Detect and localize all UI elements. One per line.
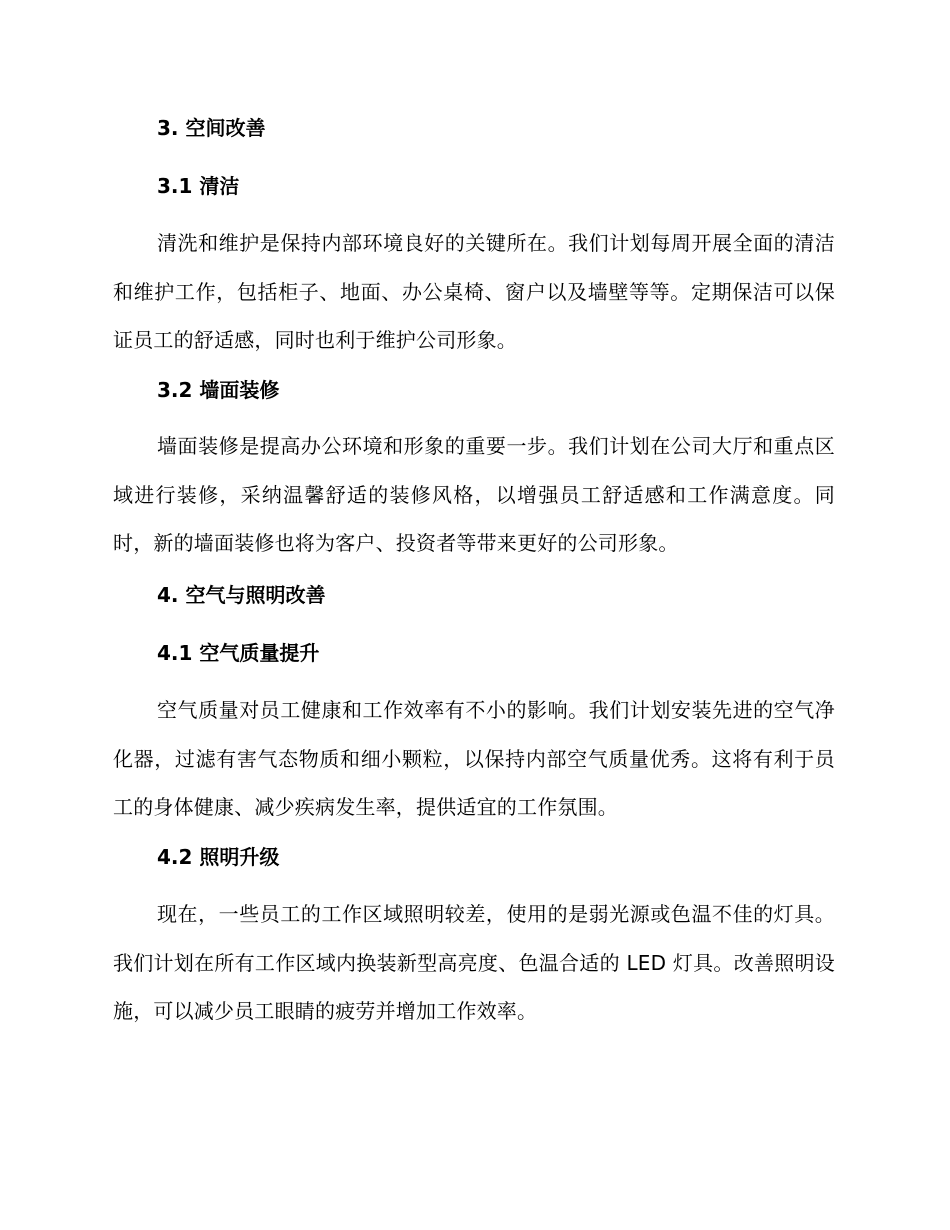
- section-heading-air-lighting: 4. 空气与照明改善: [157, 583, 326, 607]
- subsection-heading-lighting: 4.2 照明升级: [157, 845, 280, 869]
- subsection-heading-wall-renovation: 3.2 墙面装修: [157, 378, 280, 402]
- paragraph-lighting: 现在，一些员工的工作区域照明较差，使用的是弱光源或色温不佳的灯具。我们计划在所有工作区域内换装新型高亮度、色温合适的 LED 灯具。改善照明设施，可以减少员工眼睛的疲劳并增加工作效率。: [113, 902, 835, 1023]
- paragraph-cleaning: 清洗和维护是保持内部环境良好的关键所在。我们计划每周开展全面的清洁和维护工作，包括柜子、地面、办公桌椅、窗户以及墙壁等等。定期保洁可以保证员工的舒适感，同时也利于维护公司形象。: [113, 231, 835, 352]
- subsection-heading-cleaning: 3.1 清洁: [157, 174, 240, 198]
- paragraph-air-quality: 空气质量对员工健康和工作效率有不小的影响。我们计划安装先进的空气净化器，过滤有害气态物质和细小颗粒，以保持内部空气质量优秀。这将有利于员工的身体健康、减少疾病发生率，提供适宜的工作氛围。: [113, 698, 835, 819]
- section-heading-space-improvement: 3. 空间改善: [157, 116, 266, 140]
- paragraph-wall-renovation: 墙面装修是提高办公环境和形象的重要一步。我们计划在公司大厅和重点区域进行装修，采纳温馨舒适的装修风格，以增强员工舒适感和工作满意度。同时，新的墙面装修也将为客户、投资者等带来更好的公司形象。: [113, 434, 835, 555]
- subsection-heading-air-quality: 4.1 空气质量提升: [157, 641, 320, 665]
